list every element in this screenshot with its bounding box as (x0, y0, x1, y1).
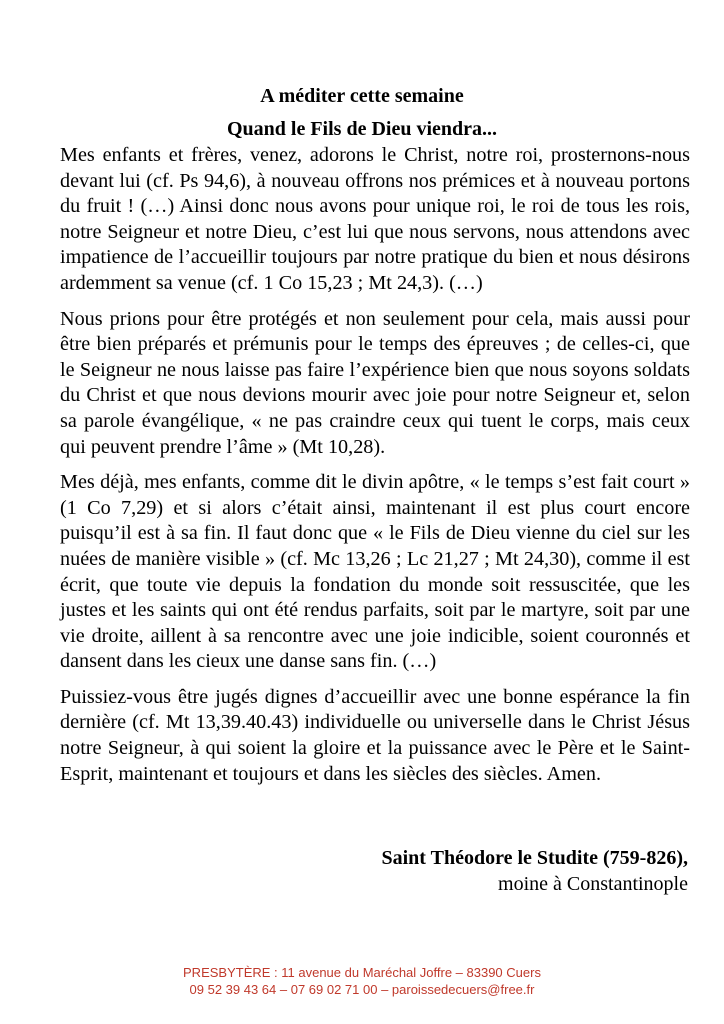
paragraph-1: Mes enfants et frères, venez, adorons le Christ, notre roi, prosternons-nous devant lui (cf. Ps 94,6), à nouveau offrons nos prémices et à nouveau portons du fruit ! (…) Ainsi donc nous avons pour unique roi, le roi de tous les rois, notre Seigneur et notre Dieu, c’est lui que nous servons, nous attendons avec impatience de l’accueillir toujours par notre pratique du bien et nous désirons ardemment sa venue (cf. 1 Co 15,23 ; Mt 24,3). (…) (60, 144, 690, 294)
footer-address: PRESBYTÈRE : 11 avenue du Maréchal Joffre – 83390 Cuers (183, 965, 541, 980)
footer-contact: 09 52 39 43 64 – 07 69 02 71 00 – paroissedecuers@free.fr (189, 982, 535, 997)
page-heading: A méditer cette semaine (260, 85, 464, 107)
signature-block (382, 845, 689, 897)
paragraph-3: Mes déjà, mes enfants, comme dit le divin apôtre, « le temps s’est fait court » (1 Co 7,29) et si alors c’était ainsi, maintenant il est plus court encore puisqu’il est à sa fin. Il faut donc que « le Fils de Dieu vienne du ciel sur les nuées de manière visible » (cf. Mc 13,26 ; Lc 21,27 ; Mt 24,30), comme il est écrit, que toute vie depuis la fondation du monde soit ressuscitée, que les justes et les saints qui ont été rendus parfaits, soit par le martyre, soit par une vie droite, aillent à sa rencontre avec une joie indicible, soient couronnés et dansent dans les cieux une danse sans fin. (…) (60, 471, 690, 673)
text-body (60, 143, 690, 797)
page-subheading: Quand le Fils de Dieu viendra... (226, 118, 498, 140)
signature-title: moine à Constantinople (498, 873, 688, 895)
page-footer (0, 964, 724, 998)
signature-name: Saint Théodore le Studite (759-826), (381, 847, 688, 869)
paragraph-2: Nous prions pour être protégés et non seulement pour cela, mais aussi pour être bien préparés et prémunis pour le temps des épreuves ; de celles-ci, que le Seigneur ne nous laisse pas faire l’expérience bien que nous soyons soldats du Christ et que nous devions mourir avec joie pour notre Seigneur et, selon sa parole évangélique, « ne pas craindre ceux qui tuent le corps, mais ceux qui peuvent prendre l’âme » (Mt 10,28). (60, 307, 690, 458)
paragraph-4: Puissiez-vous être jugés dignes d’accueillir avec une bonne espérance la fin dernière (cf. Mt 13,39.40.43) individuelle ou universelle dans le Christ Jésus notre Seigneur, à qui soient la gloire et la puissance avec le Père et le Saint-Esprit, maintenant et toujours et dans les siècles des siècles. Amen. (60, 685, 690, 785)
